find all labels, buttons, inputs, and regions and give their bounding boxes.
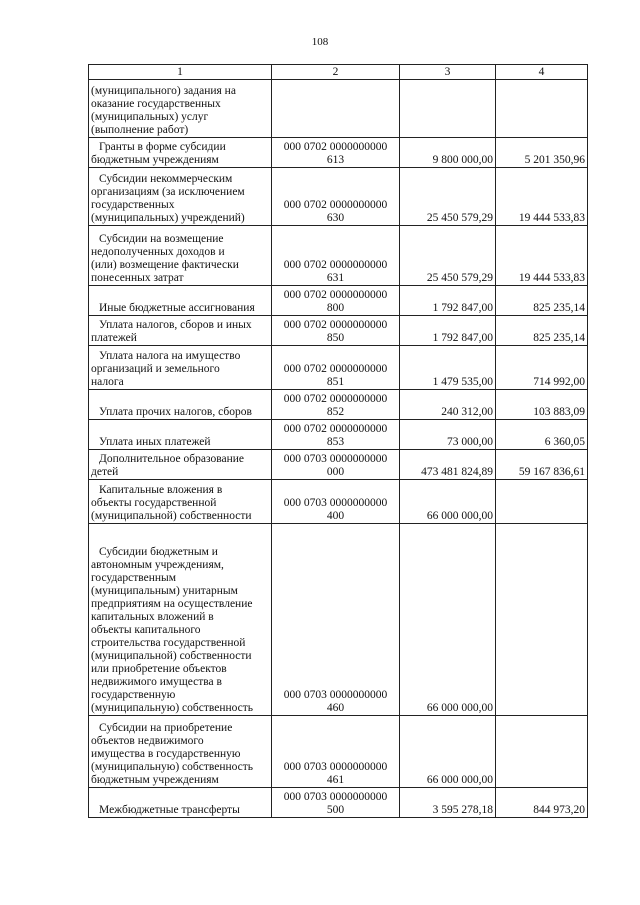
row-name-line: капитальных вложений в <box>91 611 214 623</box>
row-name-line: оказание государственных <box>91 98 221 110</box>
table-row <box>89 788 588 818</box>
row-code-line: 631 <box>326 272 345 284</box>
row-name-cell <box>89 788 272 818</box>
row-name-cell <box>89 450 272 480</box>
row-code-cell <box>272 226 400 286</box>
row-col3-value: 3 595 278,18 <box>400 788 496 818</box>
row-name-line: Уплата налогов, сборов и иных <box>99 319 252 331</box>
row-name-line: (муниципальной) собственности <box>91 650 252 662</box>
row-code-line: 000 0702 0000000000 <box>283 199 388 211</box>
row-name-line: (муниципальным) унитарным <box>91 585 238 597</box>
row-name-line: объекты государственной <box>91 497 217 509</box>
row-code-line: 460 <box>326 702 345 714</box>
row-col4-value: 19 444 533,83 <box>496 168 588 226</box>
row-name-line: (муниципальных) услуг <box>91 111 209 123</box>
budget-table-body <box>89 65 588 818</box>
row-name-cell <box>89 420 272 450</box>
row-col3-value: 1 479 535,00 <box>400 346 496 390</box>
row-name-line: строительства государственной <box>91 637 246 649</box>
row-code-line: 500 <box>326 804 345 816</box>
row-name-line: Субсидии некоммерческим <box>99 173 233 185</box>
table-row <box>89 716 588 788</box>
row-code-line: 613 <box>326 154 345 166</box>
row-col4-value: 825 235,14 <box>496 316 588 346</box>
row-name-line: (муниципальной) собственности <box>91 510 252 522</box>
row-name-cell <box>89 168 272 226</box>
row-col4-value: 19 444 533,83 <box>496 226 588 286</box>
row-name-line: Межбюджетные трансферты <box>99 804 240 816</box>
row-col4-value: 825 235,14 <box>496 286 588 316</box>
row-name-line: объектов недвижимого <box>91 735 204 747</box>
row-code-line: 000 0703 0000000000 <box>283 497 388 509</box>
header-col-1: 1 <box>89 65 272 80</box>
page-number: 108 <box>311 36 329 48</box>
row-name-line: (муниципальную) собственность <box>91 702 254 714</box>
row-code-line: 853 <box>326 436 345 448</box>
row-name-line: платежей <box>91 332 137 344</box>
row-name-line: Уплата прочих налогов, сборов <box>99 406 252 418</box>
row-name-line: Уплата иных платежей <box>99 436 211 448</box>
row-col3-value: 25 450 579,29 <box>400 226 496 286</box>
row-code-line: 000 0702 0000000000 <box>283 319 388 331</box>
row-code-cell <box>272 420 400 450</box>
row-name-line: объекты капитального <box>91 624 201 636</box>
row-col4-value <box>496 524 588 716</box>
row-code-cell <box>272 168 400 226</box>
row-col3-value: 66 000 000,00 <box>400 480 496 524</box>
row-col3-value: 1 792 847,00 <box>400 286 496 316</box>
row-code-line: 000 0702 0000000000 <box>283 393 388 405</box>
table-row <box>89 168 588 226</box>
row-code-cell <box>272 316 400 346</box>
row-col3-value <box>400 80 496 138</box>
row-code-line: 000 0702 0000000000 <box>283 363 388 375</box>
row-name-line: Иные бюджетные ассигнования <box>99 302 255 314</box>
row-name-cell <box>89 480 272 524</box>
row-name-cell <box>89 390 272 420</box>
row-col3-value: 66 000 000,00 <box>400 716 496 788</box>
header-col-4: 4 <box>496 65 588 80</box>
row-name-cell <box>89 138 272 168</box>
row-col3-value: 473 481 824,89 <box>400 450 496 480</box>
row-name-line: Субсидии на возмещение <box>99 233 224 245</box>
table-row <box>89 226 588 286</box>
row-name-line: государственных <box>91 199 175 211</box>
row-code-line: 000 0703 0000000000 <box>283 689 388 701</box>
row-name-line: (муниципального) задания на <box>91 85 236 97</box>
row-col3-value: 1 792 847,00 <box>400 316 496 346</box>
row-name-line: автономным учреждениям, <box>91 559 224 571</box>
row-col4-value: 714 992,00 <box>496 346 588 390</box>
row-code-line: 000 0702 0000000000 <box>283 289 388 301</box>
row-name-line: (выполнение работ) <box>91 124 189 136</box>
row-name-line: (муниципальных) учреждений) <box>91 212 245 224</box>
row-name-cell <box>89 316 272 346</box>
row-col4-value <box>496 80 588 138</box>
table-row <box>89 138 588 168</box>
row-code-line: 000 0703 0000000000 <box>283 791 388 803</box>
table-row <box>89 420 588 450</box>
row-code-line: 000 <box>326 466 345 478</box>
row-name-line: организациям (за исключением <box>91 186 245 198</box>
row-code-line: 850 <box>326 332 345 344</box>
row-name-line: понесенных затрат <box>91 272 184 284</box>
row-name-line: имущества в государственную <box>91 748 241 760</box>
row-name-cell <box>89 286 272 316</box>
row-code-cell <box>272 480 400 524</box>
header-col-3: 3 <box>400 65 496 80</box>
header-row <box>89 65 588 80</box>
row-name-line: предприятиям на осуществление <box>91 598 253 610</box>
row-name-line: Субсидии бюджетным и <box>99 546 218 558</box>
row-name-cell <box>89 346 272 390</box>
row-code-line: 000 0703 0000000000 <box>283 453 388 465</box>
table-row <box>89 390 588 420</box>
row-name-line: или приобретение объектов <box>91 663 227 675</box>
table-row <box>89 80 588 138</box>
row-name-line: (или) возмещение фактически <box>91 259 239 271</box>
row-name-line: организаций и земельного <box>91 363 220 375</box>
row-col3-value: 73 000,00 <box>400 420 496 450</box>
table-row <box>89 346 588 390</box>
row-col3-value: 240 312,00 <box>400 390 496 420</box>
table-row <box>89 286 588 316</box>
row-name-cell <box>89 524 272 716</box>
row-code-cell <box>272 390 400 420</box>
table-row <box>89 524 588 716</box>
row-code-cell <box>272 286 400 316</box>
row-code-line <box>274 111 397 124</box>
row-name-line: Гранты в форме субсидии <box>99 141 226 153</box>
row-code-cell <box>272 138 400 168</box>
row-name-line: налога <box>91 376 124 388</box>
row-code-line: 800 <box>326 302 345 314</box>
row-col4-value: 103 883,09 <box>496 390 588 420</box>
row-col3-value: 66 000 000,00 <box>400 524 496 716</box>
row-name-line: бюджетным учреждениям <box>91 154 219 166</box>
row-col4-value: 59 167 836,61 <box>496 450 588 480</box>
row-code-line: 000 0702 0000000000 <box>283 423 388 435</box>
row-code-cell <box>272 346 400 390</box>
row-name-cell <box>89 226 272 286</box>
row-name-line: государственным <box>91 572 177 584</box>
row-code-line: 461 <box>326 774 345 786</box>
row-col3-value: 9 800 000,00 <box>400 138 496 168</box>
row-col4-value: 6 360,05 <box>496 420 588 450</box>
row-name-line: Субсидии на приобретение <box>99 722 233 734</box>
row-code-cell <box>272 716 400 788</box>
row-name-line: детей <box>91 466 119 478</box>
row-code-line: 851 <box>326 376 345 388</box>
row-col4-value <box>496 480 588 524</box>
row-code-cell <box>272 450 400 480</box>
row-col3-value: 25 450 579,29 <box>400 168 496 226</box>
table-row <box>89 450 588 480</box>
row-name-line: Капитальные вложения в <box>99 484 223 496</box>
row-name-cell <box>89 80 272 138</box>
row-code-line: 000 0703 0000000000 <box>283 761 388 773</box>
row-name-line: недополученных доходов и <box>91 246 225 258</box>
row-code-cell <box>272 524 400 716</box>
table-row <box>89 316 588 346</box>
budget-table <box>88 64 588 818</box>
table-row <box>89 480 588 524</box>
row-code-line: 400 <box>326 510 345 522</box>
row-name-line: государственную <box>91 689 176 701</box>
row-code-cell <box>272 788 400 818</box>
row-code-line <box>274 124 397 137</box>
row-col4-value: 5 201 350,96 <box>496 138 588 168</box>
row-name-line: бюджетным учреждениям <box>91 774 219 786</box>
row-name-line: Дополнительное образование <box>99 453 245 465</box>
row-name-line: недвижимого имущества в <box>91 676 222 688</box>
row-code-cell <box>272 80 400 138</box>
row-name-line: (муниципальную) собственность <box>91 761 254 773</box>
row-code-line: 000 0702 0000000000 <box>283 259 388 271</box>
row-name-line: Уплата налога на имущество <box>99 350 241 362</box>
row-name-cell <box>89 716 272 788</box>
row-code-line: 630 <box>326 212 345 224</box>
row-code-line: 852 <box>326 406 345 418</box>
header-col-2: 2 <box>272 65 400 80</box>
row-code-line: 000 0702 0000000000 <box>283 141 388 153</box>
row-col4-value: 844 973,20 <box>496 788 588 818</box>
row-col4-value <box>496 716 588 788</box>
